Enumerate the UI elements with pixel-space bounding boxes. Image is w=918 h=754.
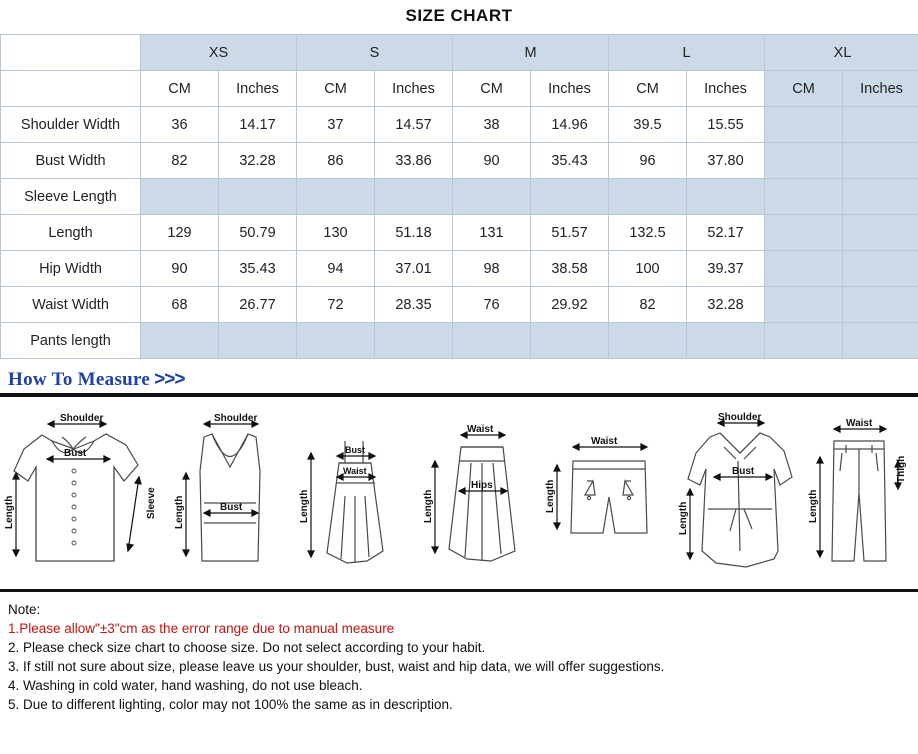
figure-tank-top <box>174 401 294 586</box>
cell <box>453 179 531 215</box>
unit-in-xl: Inches <box>843 71 918 107</box>
figure-label: Waist <box>591 436 618 447</box>
how-to-measure-bar <box>0 369 918 397</box>
figure-label: Length <box>4 495 15 529</box>
cell: 52.17 <box>687 215 765 251</box>
cell: 14.96 <box>531 107 609 143</box>
row-label: Waist Width <box>1 287 141 323</box>
notes-heading: Note: <box>8 602 41 617</box>
page-title: SIZE CHART <box>405 6 513 25</box>
table-row <box>1 251 918 287</box>
unit-in-s: Inches <box>375 71 453 107</box>
cell: 39.37 <box>687 251 765 287</box>
cell: 29.92 <box>531 287 609 323</box>
unit-in-m: Inches <box>531 71 609 107</box>
cell: 68 <box>141 287 219 323</box>
cell: 90 <box>453 143 531 179</box>
cell: 98 <box>453 251 531 287</box>
figure-label: Hips <box>470 480 493 491</box>
figure-dress <box>297 401 417 586</box>
size-header-row <box>1 35 918 71</box>
cell: 35.43 <box>531 143 609 179</box>
cell <box>609 323 687 359</box>
unit-cm-xs: CM <box>141 71 219 107</box>
table-row <box>1 323 918 359</box>
figure-label: Length <box>422 489 434 523</box>
cell: 38 <box>453 107 531 143</box>
cell <box>531 179 609 215</box>
cell: 32.28 <box>219 143 297 179</box>
figure-label: Length <box>298 489 310 523</box>
figure-label: Length <box>545 479 557 513</box>
row-label: Bust Width <box>1 143 141 179</box>
cell: 51.18 <box>375 215 453 251</box>
cell <box>765 143 843 179</box>
row-label: Pants length <box>1 323 141 359</box>
figure-coat <box>674 401 804 586</box>
cell <box>297 323 375 359</box>
unit-cm-xl: CM <box>765 71 843 107</box>
figure-label: Bust <box>220 502 243 513</box>
cell <box>843 179 918 215</box>
figure-label: Shoulder <box>214 413 258 424</box>
unit-in-xs: Inches <box>219 71 297 107</box>
cell <box>765 323 843 359</box>
figure-shorts <box>541 401 671 586</box>
figure-label: Bust <box>344 445 365 455</box>
cell: 32.28 <box>687 287 765 323</box>
cell <box>687 323 765 359</box>
figure-label: Bust <box>731 466 754 477</box>
cell: 14.17 <box>219 107 297 143</box>
size-header-m: M <box>453 35 609 71</box>
cell: 100 <box>609 251 687 287</box>
figure-label: Waist <box>466 424 494 435</box>
cell <box>765 107 843 143</box>
figure-label: Length <box>807 489 819 523</box>
cell: 37.80 <box>687 143 765 179</box>
cell <box>765 251 843 287</box>
figure-skirt <box>419 401 539 586</box>
cell: 90 <box>141 251 219 287</box>
figure-pants <box>806 401 916 586</box>
cell <box>141 179 219 215</box>
cell: 50.79 <box>219 215 297 251</box>
figure-label: Bust <box>64 448 87 459</box>
arrows-icon: >>> <box>154 369 185 390</box>
cell: 94 <box>297 251 375 287</box>
table-row <box>1 179 918 215</box>
cell: 37 <box>297 107 375 143</box>
cell: 96 <box>609 143 687 179</box>
table-row <box>1 107 918 143</box>
cell <box>297 179 375 215</box>
table-row <box>1 287 918 323</box>
unit-header-row <box>1 71 918 107</box>
cell <box>609 179 687 215</box>
cell: 38.58 <box>531 251 609 287</box>
cell: 36 <box>141 107 219 143</box>
cell <box>843 143 918 179</box>
cell <box>765 287 843 323</box>
cell: 82 <box>141 143 219 179</box>
figure-label: Thigh <box>895 455 907 483</box>
cell: 35.43 <box>219 251 297 287</box>
unit-cm-l: CM <box>609 71 687 107</box>
cell: 26.77 <box>219 287 297 323</box>
figure-blouse <box>2 401 172 586</box>
size-header-xs: XS <box>141 35 297 71</box>
cell: 86 <box>297 143 375 179</box>
table-row <box>1 215 918 251</box>
cell: 132.5 <box>609 215 687 251</box>
cell: 131 <box>453 215 531 251</box>
figure-label: Shoulder <box>60 413 104 424</box>
figure-label: Shoulder <box>717 412 761 423</box>
cell: 39.5 <box>609 107 687 143</box>
cell: 82 <box>609 287 687 323</box>
cell: 15.55 <box>687 107 765 143</box>
cell <box>141 323 219 359</box>
cell: 76 <box>453 287 531 323</box>
cell: 14.57 <box>375 107 453 143</box>
note-line-2: 2. Please check size chart to choose size. Do not select according to your habit. <box>8 640 486 655</box>
row-label: Hip Width <box>1 251 141 287</box>
figure-label: Length <box>174 495 186 529</box>
figure-label: Sleeve <box>146 487 157 519</box>
cell: 130 <box>297 215 375 251</box>
cell: 51.57 <box>531 215 609 251</box>
size-header-s: S <box>297 35 453 71</box>
figure-label: Waist <box>342 466 367 476</box>
unit-in-l: Inches <box>687 71 765 107</box>
table-row <box>1 143 918 179</box>
row-label: Sleeve Length <box>1 179 141 215</box>
row-label: Shoulder Width <box>1 107 141 143</box>
unit-cm-m: CM <box>453 71 531 107</box>
cell: 37.01 <box>375 251 453 287</box>
cell <box>531 323 609 359</box>
row-label: Length <box>1 215 141 251</box>
cell <box>843 251 918 287</box>
cell: 129 <box>141 215 219 251</box>
cell: 72 <box>297 287 375 323</box>
figure-label: Waist <box>845 418 873 429</box>
cell <box>843 323 918 359</box>
unit-cm-s: CM <box>297 71 375 107</box>
cell <box>843 215 918 251</box>
note-line-5: 5. Due to different lighting, color may not 100% the same as in description. <box>8 697 453 712</box>
cell: 33.86 <box>375 143 453 179</box>
notes-section <box>0 592 918 714</box>
cell: 28.35 <box>375 287 453 323</box>
note-line-1: 1.Please allow"±3"cm as the error range due to manual measure <box>8 621 395 636</box>
figure-label: Length <box>677 501 689 535</box>
note-line-3: 3. If still not sure about size, please leave us your shoulder, bust, waist and hip data, we will offer suggestions. <box>8 659 665 674</box>
table-corner-cell <box>1 35 141 71</box>
cell <box>219 323 297 359</box>
measurement-figures <box>0 397 918 592</box>
size-header-xl: XL <box>765 35 918 71</box>
cell <box>375 323 453 359</box>
note-line-4: 4. Washing in cold water, hand washing, do not use bleach. <box>8 678 363 693</box>
cell <box>765 179 843 215</box>
cell <box>843 107 918 143</box>
how-to-measure-title: How To Measure <box>8 369 151 390</box>
cell <box>687 179 765 215</box>
cell <box>453 323 531 359</box>
size-header-l: L <box>609 35 765 71</box>
cell <box>219 179 297 215</box>
cell <box>375 179 453 215</box>
cell <box>843 287 918 323</box>
cell <box>765 215 843 251</box>
size-chart-table <box>0 34 918 359</box>
unit-corner-cell <box>1 71 141 107</box>
